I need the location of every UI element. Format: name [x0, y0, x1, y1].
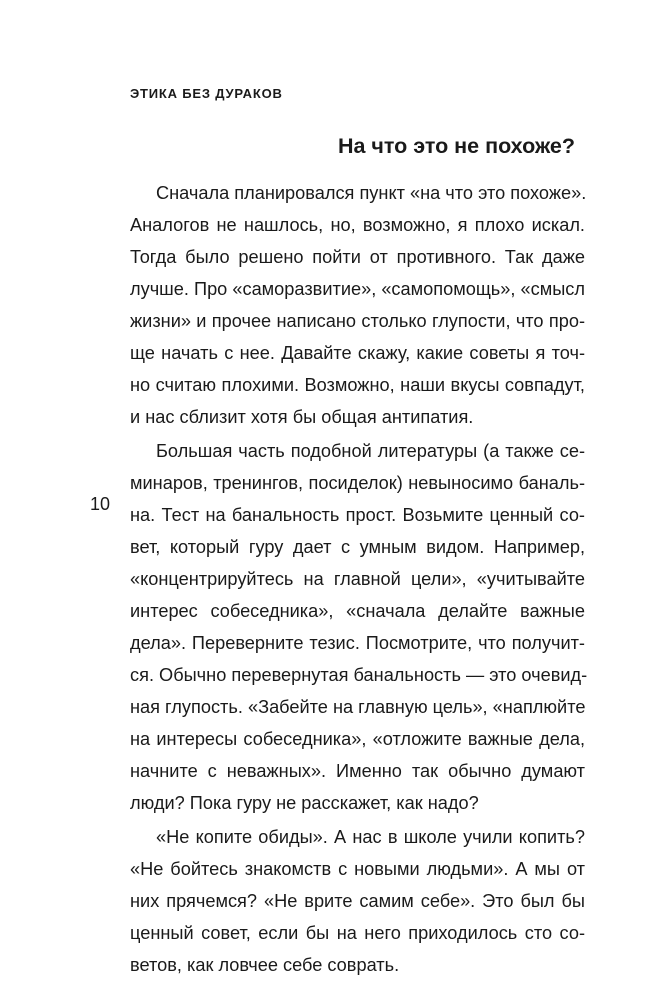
- text-line: жизни» и прочее написано столько глупости, что про-: [130, 311, 585, 331]
- text-line: Большая часть подобной литературы (а также се-: [156, 441, 585, 461]
- running-header: ЭТИКА БЕЗ ДУРАКОВ: [130, 86, 283, 101]
- text-line: них прячемся? «Не врите самим себе». Это был бы: [130, 891, 585, 911]
- text-line: дела». Переверните тезис. Посмотрите, что получит-: [130, 633, 585, 653]
- text-line: вет, который гуру дает с умным видом. Например,: [130, 537, 585, 557]
- text-line: «Не бойтесь знакомств с новыми людьми». А мы от: [130, 859, 585, 879]
- text-line: «концентрируйтесь на главной цели», «учитывайте: [130, 569, 585, 589]
- section-title: На что это не похоже?: [337, 134, 575, 158]
- text-line: ще начать с нее. Давайте скажу, какие советы я точ-: [130, 343, 585, 363]
- text-line: ценный совет, если бы на него приходилось сто со-: [130, 923, 585, 943]
- text-line: но считаю плохими. Возможно, наши вкусы совпадут,: [130, 375, 585, 395]
- text-line: ветов, как ловчее себе соврать.: [130, 955, 400, 975]
- text-line: на интересы собеседника», «отложите важные дела,: [130, 729, 585, 749]
- text-line: «Не копите обиды». А нас в школе учили копить?: [156, 827, 585, 847]
- page-number: 10: [90, 494, 111, 514]
- text-line: минаров, тренингов, посиделок) невыносимо баналь-: [130, 473, 585, 493]
- text-line: на. Тест на банальность прост. Возьмите ценный со-: [130, 505, 585, 525]
- text-line: начните с неважных». Именно так обычно думают: [130, 761, 585, 781]
- text-line: интерес собеседника», «сначала делайте важные: [130, 601, 585, 621]
- text-line: Сначала планировался пункт «на что это похоже».: [156, 183, 587, 203]
- text-line: ся. Обычно перевернутая банальность — это очевид-: [130, 665, 588, 685]
- text-line: Тогда было решено пойти от противного. Так даже: [130, 247, 585, 267]
- text-line: и нас сблизит хотя бы общая антипатия.: [130, 407, 474, 427]
- text-line: лучше. Про «саморазвитие», «самопомощь», «смысл: [130, 279, 585, 299]
- text-line: ная глупость. «Забейте на главную цель», «наплюйте: [130, 697, 586, 717]
- text-line: люди? Пока гуру не расскажет, как надо?: [130, 793, 479, 813]
- text-line: Аналогов не нашлось, но, возможно, я плохо искал.: [130, 215, 585, 235]
